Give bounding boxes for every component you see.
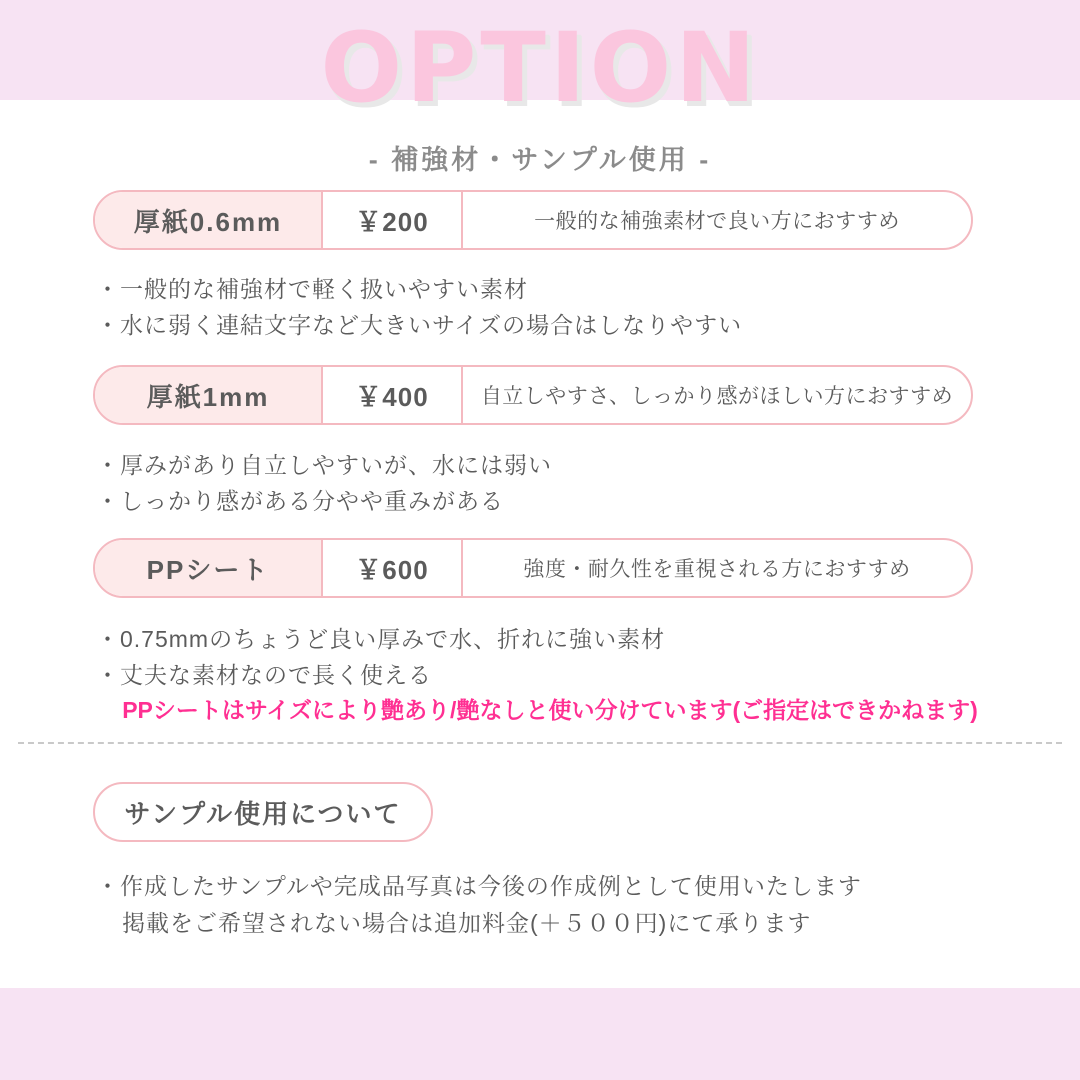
option-note-1-1: ・一般的な補強材で軽く扱いやすい素材	[96, 276, 528, 302]
option-desc-2: 自立しやすさ、しっかり感がほしい方におすすめ	[480, 385, 954, 408]
option-name-1: 厚紙0.6mm	[95, 192, 323, 248]
option-desc-3: 強度・耐久性を重視される方におすすめ	[523, 558, 911, 581]
option-desc-1: 一般的な補強素材で良い方におすすめ	[534, 210, 900, 233]
sample-line-1: ・作成したサンプルや完成品写真は今後の作成例として使用いたします	[96, 873, 862, 899]
option-name-3: PPシート	[95, 540, 323, 596]
option-price-1: ￥200	[323, 192, 463, 248]
option-notes-3	[96, 622, 996, 693]
option-price-2: ￥400	[323, 367, 463, 423]
option-note-1-2: ・水に弱く連結文字など大きいサイズの場合はしなりやすい	[96, 311, 743, 338]
option-row-1	[93, 190, 973, 250]
option-price-3: ￥600	[323, 540, 463, 596]
option-note-2-1: ・厚みがあり自立しやすいが、水には弱い	[96, 452, 552, 478]
option-note-2-2: ・しっかり感がある分やや重みがある	[96, 487, 504, 514]
option-name-2: 厚紙1mm	[95, 367, 323, 423]
sample-usage-body	[96, 868, 1026, 942]
pp-sheet-highlight-note: PPシートはサイズにより艶あり/艶なしと使い分けています(ご指定はできかねます)	[122, 697, 978, 723]
option-notes-1	[96, 272, 996, 343]
option-row-2	[93, 365, 973, 425]
page-subtitle: ‐ 補強材・サンプル使用 ‐	[368, 145, 712, 175]
page-title: OPTION	[320, 12, 760, 124]
option-row-3	[93, 538, 973, 598]
option-notes-2	[96, 448, 996, 519]
section-divider	[18, 742, 1062, 744]
sample-line-2: 掲載をご希望されない場合は追加料金(＋５００円)にて承ります	[122, 909, 812, 936]
sample-usage-heading: サンプル使用について	[93, 782, 433, 842]
option-note-3-1: ・0.75mmのちょうど良い厚みで水、折れに強い素材	[96, 626, 666, 652]
page-title-container	[0, 12, 1080, 124]
option-note-3-2: ・丈夫な素材なので長く使える	[96, 661, 432, 688]
